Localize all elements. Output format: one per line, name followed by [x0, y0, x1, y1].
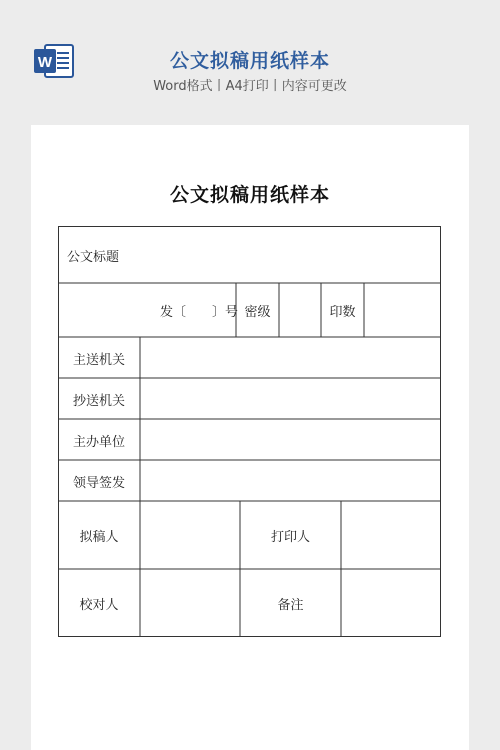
secret-level-value[interactable] — [279, 283, 321, 337]
drafter-field[interactable] — [140, 501, 240, 569]
leader-sign-label: 领导签发 — [72, 476, 125, 491]
document-title: 公文拟稿用纸样本 — [169, 184, 330, 206]
copies-value[interactable] — [364, 283, 441, 337]
header-title: 公文拟稿用纸样本 — [169, 50, 330, 72]
cc-recipient-field[interactable] — [140, 378, 441, 419]
leader-sign-field[interactable] — [140, 460, 441, 501]
organizer-label: 主办单位 — [72, 435, 125, 450]
remarks-field[interactable] — [341, 569, 441, 637]
remarks-label: 备注 — [277, 598, 304, 613]
drafter-label: 拟稿人 — [79, 530, 119, 545]
header — [0, 0, 500, 110]
organizer-field[interactable] — [140, 419, 441, 460]
main-recipient-field[interactable] — [140, 337, 441, 378]
cc-recipient-label: 抄送机关 — [72, 394, 125, 409]
secret-level-label: 密级 — [244, 305, 271, 320]
header-subtitle: Word格式丨A4打印丨内容可更改 — [153, 79, 347, 94]
copies-label: 印数 — [329, 305, 356, 320]
printer-label: 打印人 — [270, 530, 310, 545]
draft-form-table — [58, 226, 441, 637]
main-recipient-label: 主送机关 — [72, 353, 125, 368]
proofreader-field[interactable] — [140, 569, 240, 637]
issue-number-label: 发〔 〕号 — [160, 305, 239, 320]
svg-text:W: W — [37, 54, 53, 71]
document-page — [31, 125, 469, 750]
printer-field[interactable] — [341, 501, 441, 569]
subject-label: 公文标题 — [67, 250, 120, 265]
proofreader-label: 校对人 — [79, 598, 119, 613]
